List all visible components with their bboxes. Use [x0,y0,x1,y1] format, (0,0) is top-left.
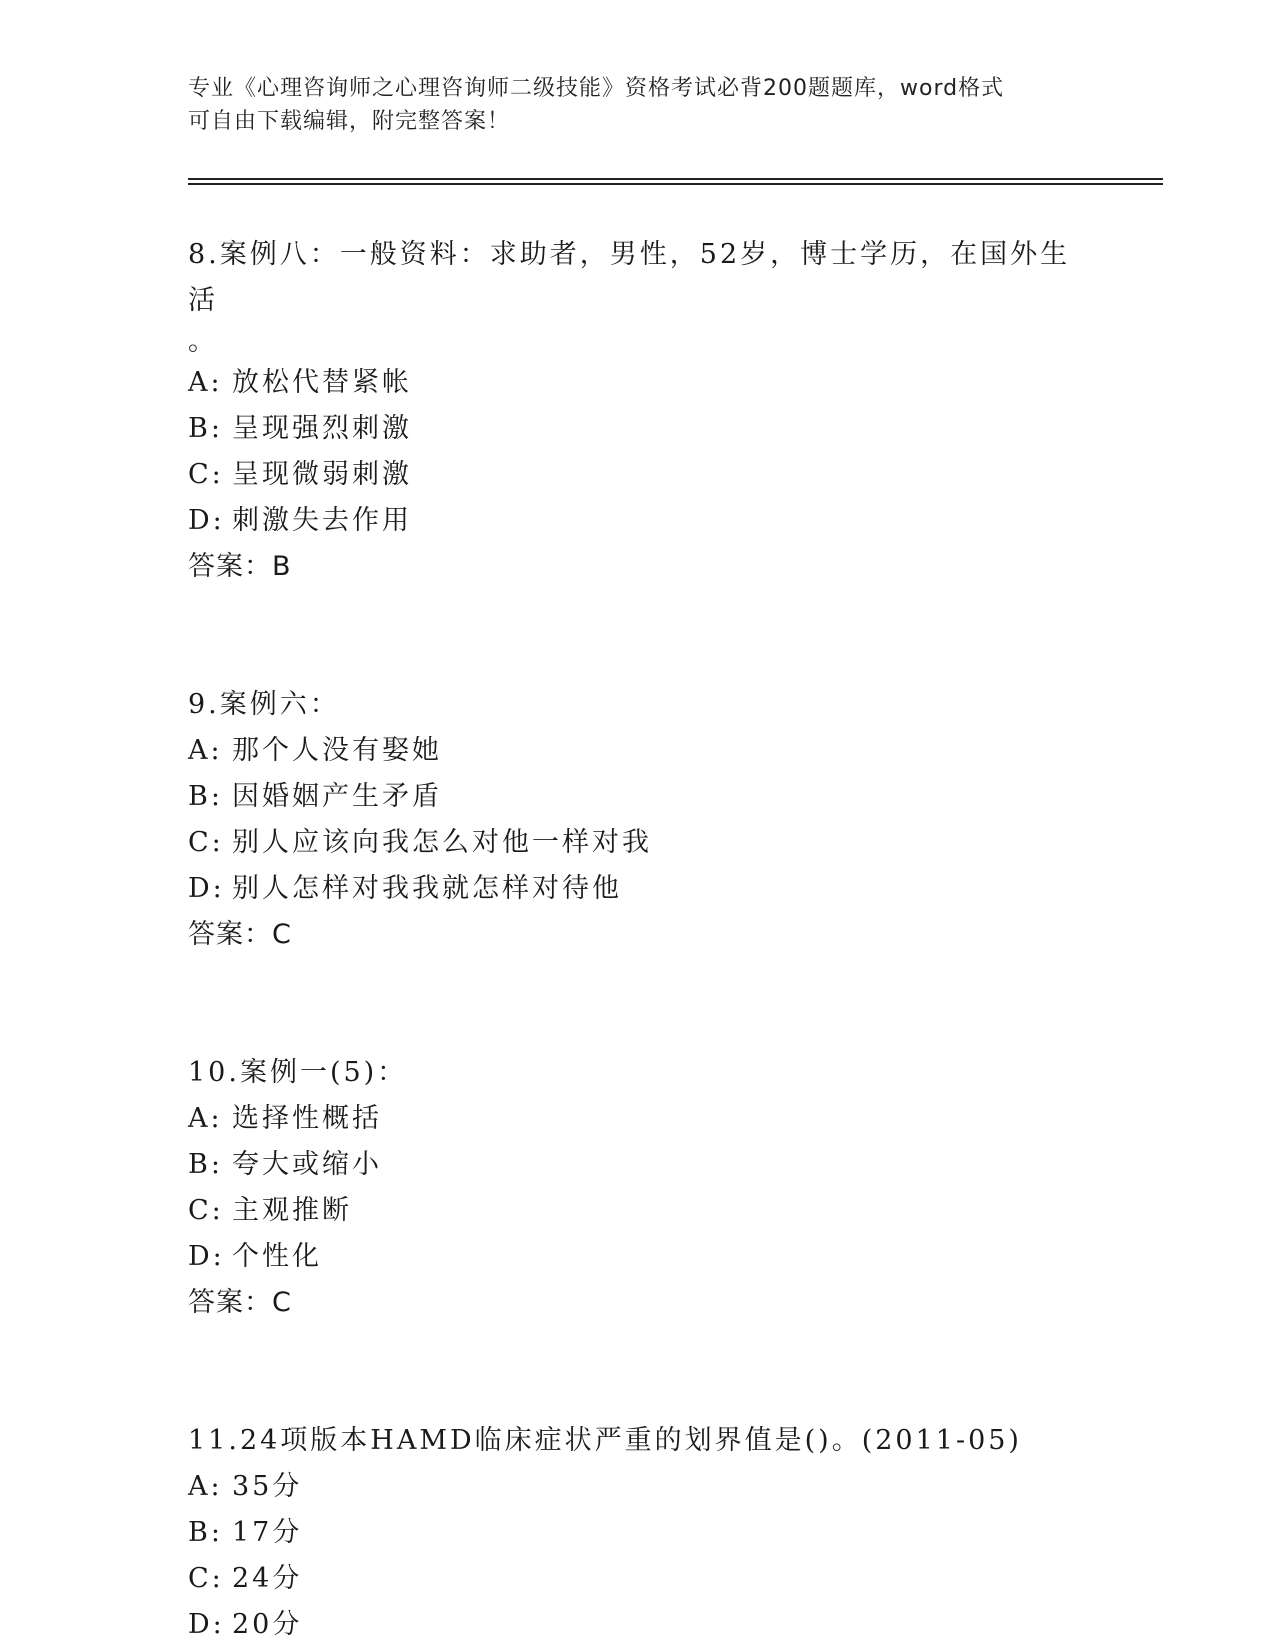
option-key: A: [188,735,223,766]
option-text: 35分 [232,1471,303,1502]
option-key: C: [188,827,224,858]
option-text: 20分 [232,1609,303,1640]
header-line-1: 专业《心理咨询师之心理咨询师二级技能》资格考试必背200题题库，word格式 [188,76,1005,101]
option-a [188,1464,1088,1510]
option-c [188,1556,1088,1602]
question-stem: 8.案例八：一般资料：求助者，男性，52岁，博士学历，在国外生活 [188,239,1071,316]
option-b [188,1510,1088,1556]
question-spacer [188,590,1088,682]
option-c [188,820,1088,866]
option-text: 因婚姻产生矛盾 [232,781,442,812]
question-8 [188,232,1088,590]
option-text: 夸大或缩小 [232,1149,382,1180]
option-a [188,1096,1088,1142]
option-text: 主观推断 [232,1195,352,1226]
option-key: D: [188,1241,225,1272]
option-text: 24分 [232,1563,303,1594]
option-text: 放松代替紧帐 [232,367,412,398]
question-9 [188,682,1088,958]
option-text: 选择性概括 [232,1103,382,1134]
question-11 [188,1418,1088,1648]
option-c [188,1188,1088,1234]
option-key: B: [188,413,223,444]
option-key: C: [188,459,224,490]
option-text: 呈现微弱刺激 [232,459,412,490]
option-b [188,774,1088,820]
option-text: 呈现强烈刺激 [232,413,412,444]
option-key: A: [188,367,223,398]
option-text: 别人怎样对我我就怎样对待他 [232,873,622,904]
option-d [188,1602,1088,1648]
header-line-2: 可自由下载编辑，附完整答案！ [188,109,511,134]
option-d [188,1234,1088,1280]
answer-line: 答案：B [188,551,292,582]
option-key: B: [188,781,223,812]
question-stem: 10.案例一(5)： [188,1057,408,1088]
question-spacer [188,1326,1088,1418]
question-list [188,232,1088,1648]
answer-line: 答案：C [188,919,292,950]
option-text: 刺激失去作用 [232,505,412,536]
header-divider-top [188,178,1163,180]
option-text: 那个人没有娶她 [232,735,442,766]
option-key: C: [188,1195,224,1226]
option-text: 17分 [232,1517,303,1548]
option-key: A: [188,1103,223,1134]
option-key: D: [188,505,225,536]
option-d [188,498,1088,544]
option-key: A: [188,1471,223,1502]
option-text: 个性化 [232,1241,322,1272]
question-stem: 11.24项版本HAMD临床症状严重的划界值是()。(2011-05) [188,1425,1022,1456]
answer-line: 答案：C [188,1287,292,1318]
option-key: D: [188,873,225,904]
option-d [188,866,1088,912]
option-b [188,1142,1088,1188]
option-key: B: [188,1149,223,1180]
question-stem-continuation: 。 [188,326,218,357]
header-divider-bottom [188,183,1163,185]
option-key: C: [188,1563,224,1594]
option-c [188,452,1088,498]
document-header [188,72,1068,138]
question-10 [188,1050,1088,1326]
option-text: 别人应该向我怎么对他一样对我 [232,827,652,858]
question-stem: 9.案例六： [188,689,340,720]
option-key: D: [188,1609,225,1640]
option-a [188,360,1088,406]
question-spacer [188,958,1088,1050]
option-key: B: [188,1517,223,1548]
option-a [188,728,1088,774]
option-b [188,406,1088,452]
